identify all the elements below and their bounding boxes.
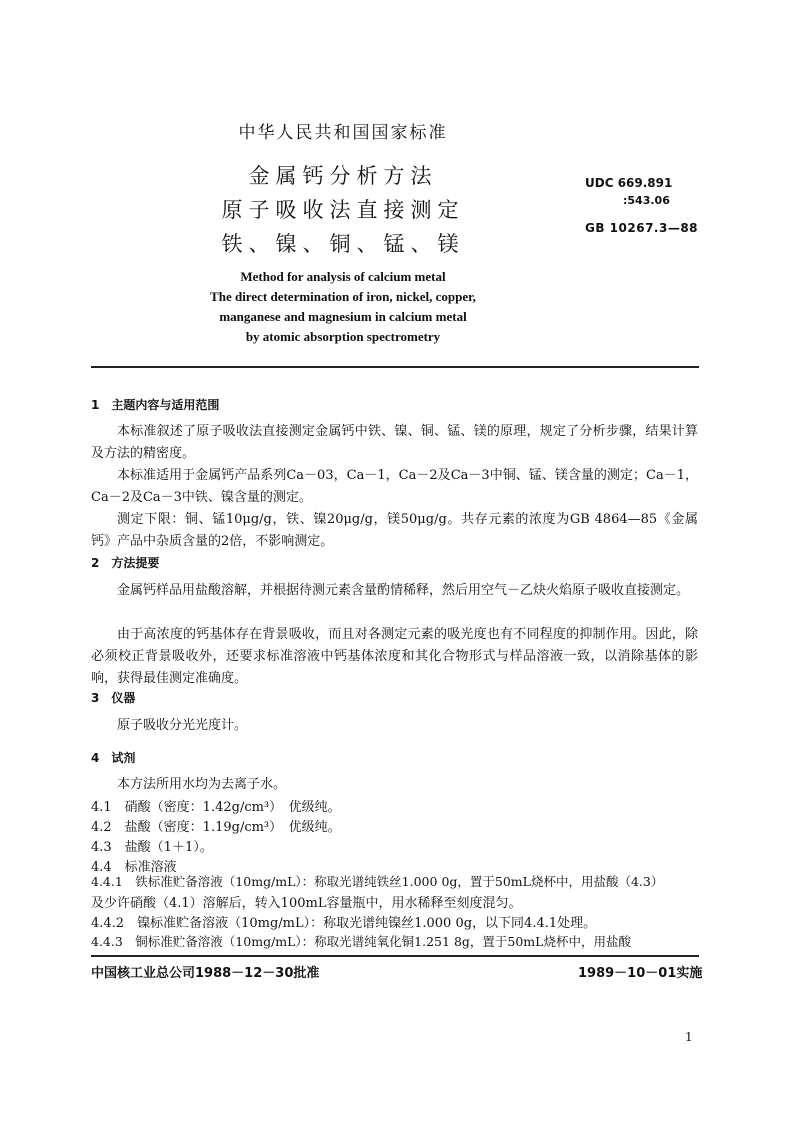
header-divider xyxy=(91,366,699,368)
gb-standard-number: GB 10267.3—88 xyxy=(585,221,699,235)
standard-name: 中华人民共和国国家标准 xyxy=(238,123,448,143)
section-1-heading: 1 主题内容与适用范围 xyxy=(91,398,220,412)
item-4-3: 4.3 盐酸（1＋1）。 xyxy=(91,840,213,855)
implementation-date: 1989－10－01实施 xyxy=(578,966,703,981)
page-number: 1 xyxy=(685,1030,693,1044)
udc-code-continued: :543.06 xyxy=(623,194,670,207)
section-3-heading: 3 仪器 xyxy=(91,691,136,705)
footer-divider xyxy=(91,955,699,957)
section-1-paragraph-2: 本标准适用于金属钙产品系列Ca－03，Ca－1，Ca－2及Ca－3中铜、锰、镁含量的测定；Ca－1，Ca－2及Ca－3中铁、镍含量的测定。 xyxy=(91,468,698,505)
section-4-heading: 4 试剂 xyxy=(91,751,136,765)
section-4-paragraph-1: 本方法所用水均为去离子水。 xyxy=(117,777,287,792)
item-4-4-3: 4.4.3 铜标准贮备溶液（10mg/mL）：称取光谱纯氧化铜1.251 8g，置于50mL烧杯中，用盐酸 xyxy=(91,934,631,949)
item-4-1: 4.1 硝酸（密度：1.42g/cm³） 优级纯。 xyxy=(91,800,341,815)
section-2-paragraph-1: 金属钙样品用盐酸溶解，并根据待测元素含量酌情稀释，然后用空气－乙炔火焰原子吸收直接测定。 xyxy=(117,583,690,598)
item-4-4: 4.4 标准溶液 xyxy=(91,860,177,875)
title-cn-line-3: 铁、镍、铜、锰、镁 xyxy=(221,232,465,256)
title-en-line-2: The direct determination of iron, nickel, copper, xyxy=(210,289,476,304)
approval-date: 中国核工业总公司1988－12－30批准 xyxy=(91,966,320,981)
udc-code: UDC 669.891 xyxy=(585,176,673,190)
item-4-4-1-line-1: 4.4.1 铁标准贮备溶液（10mg/mL）：称取光谱纯铁丝1.000 0g，置于50mL烧杯中，用盐酸（4.3） xyxy=(91,874,664,889)
section-3-paragraph-1: 原子吸收分光光度计。 xyxy=(117,718,248,733)
title-en-line-1: Method for analysis of calcium metal xyxy=(240,269,446,284)
title-en-line-3: manganese and magnesium in calcium metal xyxy=(219,309,467,324)
title-en-line-4: by atomic absorption spectrometry xyxy=(245,329,441,344)
item-4-2: 4.2 盐酸（密度：1.19g/cm³） 优级纯。 xyxy=(91,820,341,835)
section-1-paragraph-1: 本标准叙述了原子吸收法直接测定金属钙中铁、镍、铜、锰、镁的原理，规定了分析步骤，结果计算及方法的精密度。 xyxy=(91,424,698,461)
section-2-paragraph-2: 由于高浓度的钙基体存在背景吸收，而且对各测定元素的吸光度也有不同程度的抑制作用。因此，除必须校正背景吸收外，还要求标准溶液中钙基体浓度和其化合物形式与样品溶液一致，以消除基体的影响，获得最佳测定准确度。 xyxy=(91,627,698,686)
section-1-paragraph-3: 测定下限：铜、锰10μg/g，铁、镍20μg/g，镁50μg/g。共存元素的浓度为GB 4864—85《金属钙》产品中杂质含量的2倍，不影响测定。 xyxy=(91,512,698,549)
section-2-heading: 2 方法提要 xyxy=(91,556,160,570)
item-4-4-2: 4.4.2 镍标准贮备溶液（10mg/mL）：称取光谱纯镍丝1.000 0g，以下同4.4.1处理。 xyxy=(91,916,597,931)
title-cn-line-1: 金属钙分析方法 xyxy=(248,164,438,188)
item-4-4-1-line-2: 及少许硝酸（4.1）溶解后，转入100mL容量瓶中，用水稀释至刻度混匀。 xyxy=(91,896,522,911)
title-cn-line-2: 原子吸收法直接测定 xyxy=(221,198,465,222)
